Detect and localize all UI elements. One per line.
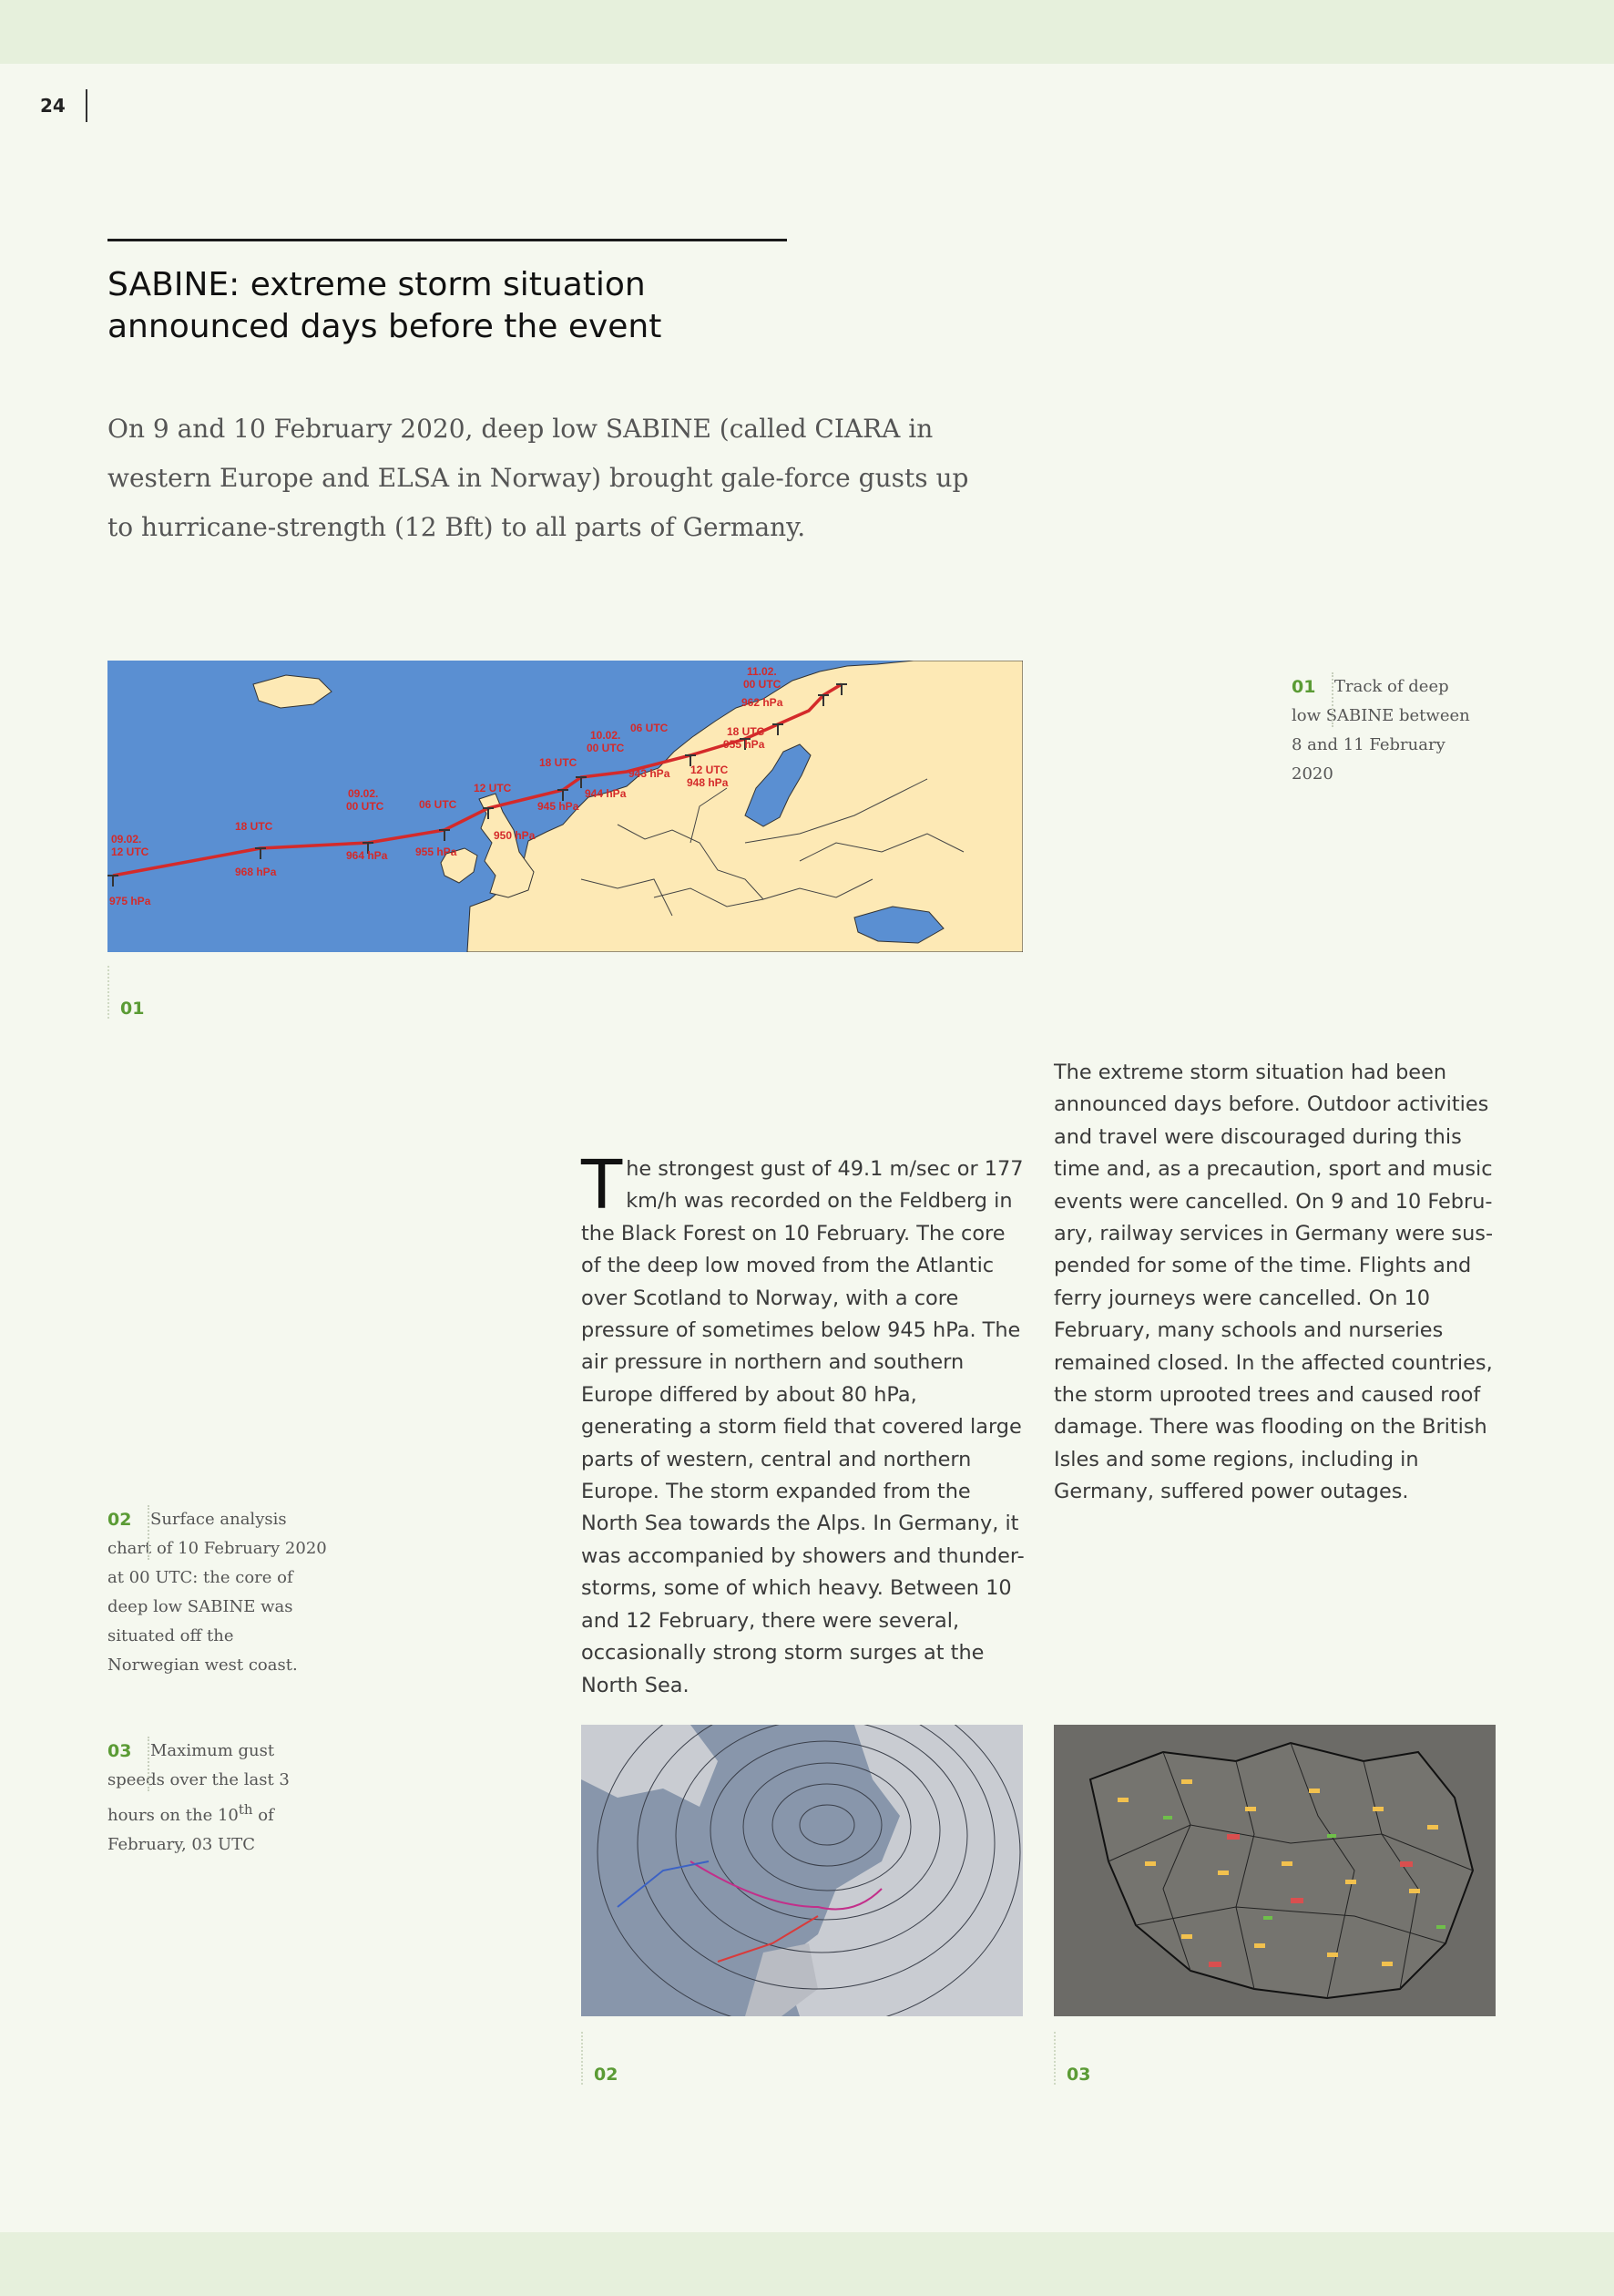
figure-02-caption-text: Surface analysis chart of 10 February 2020 at 00 UTC: the core of deep low SABINE was situated off the Norwegian west coast.: [107, 1510, 327, 1675]
bottom-band: [0, 2232, 1614, 2296]
figure-01-caption-number: 01: [1292, 677, 1316, 697]
body-column-2: The extreme storm situation had been announced days before. Outdoor activities and travel were discouraged during this time and, as a precaution, sport and music events were cancelled. On 9 and 10 Febru-ary, railway services in Germany were sus-pended for some of the time. Flights and ferry journeys were cancelled. On 10 February, many schools and nurseries remained closed. In the affected countries, the storm uprooted trees and caused roof damage. There was flooding on the British Isles and some regions, including in Germany, suffered power outages.: [1054, 1061, 1494, 1504]
track-label: 18 UTC: [235, 820, 273, 833]
figure-03-caption-number: 03: [107, 1741, 132, 1761]
caption-text-part: Maximum gust speeds over the last 3 hours on the 10: [107, 1741, 290, 1825]
surface-analysis-chart: [581, 1725, 1023, 2016]
caption-divider: [148, 1737, 149, 1791]
track-label: 975 hPa: [109, 895, 151, 907]
track-label: 950 hPa: [494, 829, 536, 842]
track-label: 968 hPa: [235, 866, 277, 878]
figure-03-caption-text: [107, 1737, 331, 1860]
body-column-1-text: he strongest gust of 49.1 m/sec or 177 km/h was recorded on the Feldberg in the Black Forest on 10 February. The core of the deep low moved from the Atlantic over Scotland to Norway, with a core pressure of sometimes below 945 hPa. The air pressure in northern and southern Europe differed by about 80 hPa, generating a storm field that covered large parts of western, central and northern Europe. The storm expanded from the North Sea towards the Alps. In Germany, it was accompanied by showers and thunder-storms, some of which heavy. Between 10 and 12 February, there were several, occasionally strong storm surges at the North Sea.: [581, 1157, 1025, 1697]
figure-01-caption-text: Track of deep low SABINE between 8 and 11 February 2020: [1292, 677, 1470, 784]
caption-text-part: of February, 03 UTC: [107, 1806, 274, 1854]
title-rule: [107, 239, 787, 241]
track-label: 12 UTC: [474, 782, 512, 794]
caption-divider: [148, 1505, 149, 1560]
track-label: 11.02.: [747, 665, 777, 678]
track-label: 964 hPa: [346, 849, 388, 862]
track-label: 944 hPa: [585, 787, 627, 800]
track-label: 18 UTC: [539, 756, 577, 769]
figure-02-reference: 02: [581, 2032, 618, 2085]
caption-superscript: th: [238, 1801, 253, 1818]
figure-03-caption: [107, 1737, 331, 1860]
track-label: 10.02.: [590, 729, 621, 742]
track-label: 12 UTC: [690, 764, 729, 776]
top-band: [0, 0, 1614, 64]
track-label: 06 UTC: [630, 722, 669, 734]
track-label: 18 UTC: [727, 725, 765, 738]
figure-03-reference: 03: [1054, 2032, 1090, 2085]
storm-track-map: [107, 661, 1023, 952]
drop-cap: T: [581, 1146, 623, 1225]
gust-speed-map: [1054, 1725, 1496, 2016]
track-label: 00 UTC: [743, 678, 781, 691]
track-label: 962 hPa: [741, 696, 783, 709]
track-label: 12 UTC: [111, 846, 149, 858]
figure-01-reference: 01: [107, 966, 144, 1019]
figure-02-caption: [107, 1505, 331, 1680]
article-title: SABINE: extreme storm situation announced days before the event: [107, 266, 662, 345]
track-label: 943 hPa: [628, 767, 670, 780]
track-label: 00 UTC: [587, 742, 625, 754]
caption-divider: [1332, 672, 1333, 727]
track-label: 948 hPa: [687, 776, 729, 789]
body-column-1: [581, 1146, 1026, 1702]
figure-02-caption-number: 02: [107, 1510, 132, 1530]
track-label: 955 hPa: [723, 738, 765, 751]
storm-track-map-graphic: [107, 661, 1023, 952]
article-lead: On 9 and 10 February 2020, deep low SABINE (called CIARA in western Europe and ELSA in Norway) brought gale-force gusts up to hurricane-strength (12 Bft) to all parts of Germany.: [107, 414, 969, 542]
page-number-divider: [86, 89, 87, 122]
surface-analysis-graphic: [581, 1725, 1023, 2016]
track-label: 09.02.: [111, 833, 142, 846]
track-label: 955 hPa: [415, 846, 457, 858]
page-number: 24: [40, 95, 66, 117]
track-label: 09.02.: [348, 787, 379, 800]
track-label: 00 UTC: [346, 800, 384, 813]
track-label: 06 UTC: [419, 798, 457, 811]
figure-01-caption: [1292, 672, 1483, 789]
track-label: 945 hPa: [537, 800, 579, 813]
gust-speed-graphic: [1054, 1725, 1496, 2016]
